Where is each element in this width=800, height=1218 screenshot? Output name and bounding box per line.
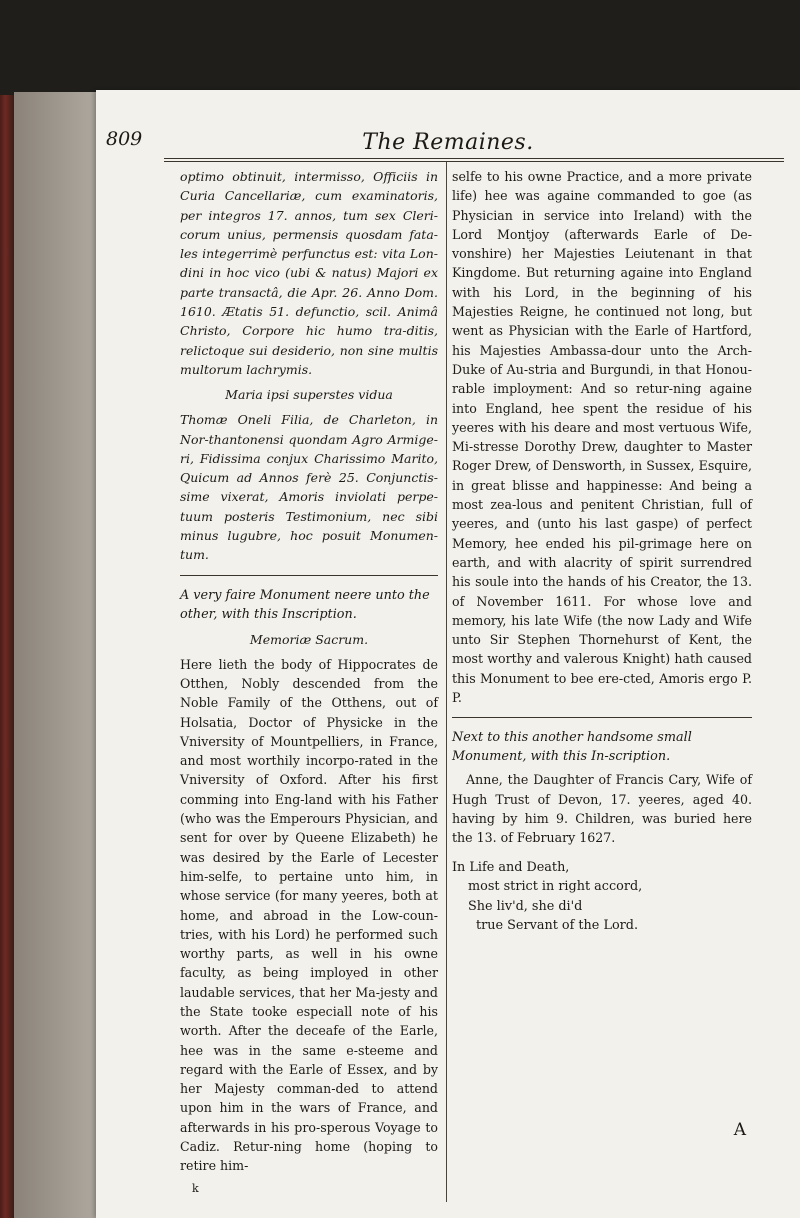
small-monument-heading: Next to this another handsome small Monument, with this In-scription. [452, 730, 692, 765]
section-rule [452, 717, 752, 718]
verse-line: most strict in right accord, [468, 879, 643, 894]
otthen-inscription-continued: selfe to his owne Practice, and a more private life) hee was againe commanded to goe (as Physician in service into Ireland) with the Lord Montjoy (afterwards Earle of De-vonshire) her Majesties Leiutenant in that Kingdome. But returning againe into England with his Lord, in the beginning of his Majesties Reigne, he continued not long, but went as Physician with the Earle of Hartford, his Majesties Ambassa-dour unto the Arch-Duke of Au-stria and Burgundi, in that Honou-rable imployment: And so retur-ning againe into England, hee spent the residue of his yeeres with his deare and most vertuous Wife, Mi-stresse Dorothy Drew, daughter to Master Roger Drew, of Densworth, in Sussex, Esquire, in great blisse and happinesse: And being a most zea-lous and penitent Christian, full of yeeres, and (unto his last gaspe) of perfect Memory, hee ended his pil-grimage here on earth, and with alacrity of spirit surrendred his soule into the hands of his Creator, the 13. of November 1611. For whose love and memory, his late Wife (the now Lady and Wife unto Sir Stephen Thornehurst of Kent, the most worthy and valerous Knight) hath caused this Monument to bee ere-cted, Amoris ergo P. P. [452, 169, 752, 706]
header-rule [164, 158, 784, 159]
right-column [452, 167, 752, 936]
section-rule [180, 575, 438, 576]
monument-heading: A very faire Monument neere unto the other, with this Inscription. [180, 587, 430, 622]
memoriae-sacrum: Memoriæ Sacrum. [249, 631, 369, 647]
otthen-inscription: Here lieth the body of Hippocrates de Otthen, Nobly descended from the Noble Family of the Otthens, out of Holsatia, Doctor of Physicke in the Vniversity of Mountpelliers, in France, and most worthily incorpo-rated in the Vniversity of Oxford. After his first comming into Eng-land with his Father (who was the Emperours Physician, and sent for over by Queene Elizabeth) he was desired by the Earle of Lecester him-selfe, to pertaine unto him, in whose service (for many yeeres, both at home, and abroad in the Low-coun-tries, with his Lord) he performed such worthy parts, as well in his owne faculty, as being imployed in other laudable services, that her Ma-jesty and the State tooke especiall note of his worth. After the deceafe of the Earle, hee was in the same e-steeme and regard with the Earle of Essex, and by her Majesty comman-ded to attend upon him in the wars of France, and afterwards in his pro-sperous Voyage to Cadiz. Retur-ning home (hoping to retire him- [180, 656, 438, 1174]
book-page [96, 90, 800, 1218]
verse-line: She liv'd, she di'd [468, 898, 583, 914]
left-column [180, 167, 438, 1176]
column-divider [446, 162, 447, 1202]
bottom-mark: k [192, 1182, 199, 1195]
verse-line: In Life and Death, [452, 859, 570, 875]
anne-cary-inscription: Anne, the Daughter of Francis Cary, Wife of Hugh Trust of Devon, 17. yeeres, aged 40. having by him 9. Children, was buried here the 13. of February 1627. [452, 772, 752, 846]
latin-inscription: optimo obtinuit, intermisso, Officiis in Curia Cancellariæ, cum examinatoris, per integros 17. annos, tum sex Cleri-corum unius, permensis quosdam fata-les integerrimè perfunctus est: vita Lon-dini in hoc vico (ubi & natus) Majori ex parte transactâ, die Apr. 26. Anno Dom. 1610. Ætatis 51. defunctio, scil. Animâ Christo, Corpore hic humo tra-ditis, relictoque sui desiderio, non sine multis multorum lachrymis. [180, 169, 438, 377]
maria-heading: Maria ipsi superstes vidua [225, 387, 393, 403]
book-spine [0, 95, 14, 1218]
verse-line: true Servant of the Lord. [476, 918, 639, 933]
catchword: A [733, 1120, 746, 1140]
running-head: The Remaines. [362, 130, 534, 155]
header-rule-lower [164, 161, 784, 162]
latin-thomae-inscription: Thomæ Oneli Filia, de Charleton, in Nor-thantonensi quondam Agro Armige-ri, Fidissima conjux Charissimo Marito, Quicum ad Annos ferè 25. Conjunctis-sime vixerat, Amoris inviolati perpe-tuum posteris Testimonium, nec sibi minus lugubre, hoc posuit Monumen-tum. [180, 412, 438, 563]
verse [452, 858, 752, 936]
page-number: 809 [106, 128, 143, 150]
